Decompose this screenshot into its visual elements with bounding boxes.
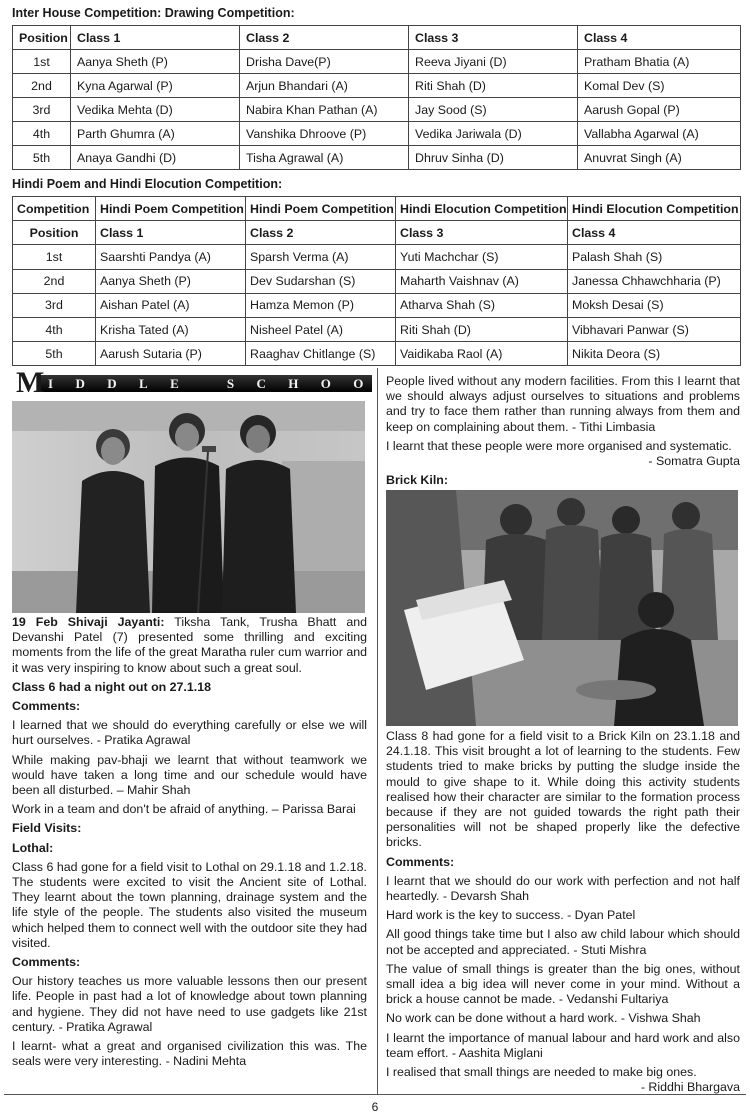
- header-cell: Class 2: [240, 26, 409, 50]
- name-cell: Riti Shah (D): [409, 74, 578, 98]
- table-row: [13, 293, 741, 317]
- name-cell: Hamza Memon (P): [246, 293, 396, 317]
- name-cell: Saarshti Pandya (A): [96, 245, 246, 269]
- name-cell: Vaidikaba Raol (A): [396, 342, 568, 366]
- position-cell: 4th: [13, 122, 71, 146]
- comment-signature: - Somatra Gupta: [648, 454, 740, 469]
- table-header-row: [13, 26, 741, 50]
- name-cell: Aarush Gopal (P): [578, 98, 741, 122]
- name-cell: Janessa Chhawchharia (P): [568, 269, 741, 293]
- table-row: [13, 122, 741, 146]
- header-cell: Class 3: [409, 26, 578, 50]
- comments-heading: Comments:: [12, 955, 81, 970]
- name-cell: Moksh Desai (S): [568, 293, 741, 317]
- position-cell: 1st: [13, 245, 96, 269]
- comments-heading: Comments:: [12, 699, 81, 714]
- bottom-rule: [4, 1094, 746, 1095]
- comment-text: Hard work is the key to success. - Dyan Patel: [386, 908, 636, 923]
- header-cell: Class 4: [578, 26, 741, 50]
- header-cell: Competition: [13, 197, 96, 221]
- position-cell: 5th: [13, 342, 96, 366]
- drawing-competition-heading: Inter House Competition: Drawing Competition:: [12, 6, 295, 20]
- position-cell: 1st: [13, 50, 71, 74]
- name-cell: Atharva Shah (S): [396, 293, 568, 317]
- name-cell: Nisheel Patel (A): [246, 317, 396, 341]
- name-cell: Aanya Sheth (P): [96, 269, 246, 293]
- header-cell: Hindi Elocution Competition: [568, 197, 741, 221]
- table-header-row: [13, 197, 741, 221]
- right-column: [386, 374, 740, 492]
- position-cell: 3rd: [13, 98, 71, 122]
- name-cell: Nabira Khan Pathan (A): [240, 98, 409, 122]
- comment-text: All good things take time but I also aw child labour which should not be accepted and appreciated. - Stuti Mishra: [386, 927, 740, 957]
- comment-text: I learned that we should do everything carefully or else we will hurt ourselves. - Pratika Agrawal: [12, 718, 367, 748]
- brick-kiln-heading: Brick Kiln:: [386, 473, 448, 488]
- name-cell: Aanya Sheth (P): [71, 50, 240, 74]
- name-cell: Arjun Bhandari (A): [240, 74, 409, 98]
- header-cell: Class 1: [71, 26, 240, 50]
- name-cell: Kyna Agarwal (P): [71, 74, 240, 98]
- position-cell: 5th: [13, 146, 71, 170]
- table-row: [13, 146, 741, 170]
- header-cell: Class 1: [96, 221, 246, 245]
- comment-signature: - Riddhi Bhargava: [640, 1080, 740, 1095]
- name-cell: Riti Shah (D): [396, 317, 568, 341]
- name-cell: Anuvrat Singh (A): [578, 146, 741, 170]
- name-cell: Sparsh Verma (A): [246, 245, 396, 269]
- table-header-row: [13, 221, 741, 245]
- table-row: [13, 317, 741, 341]
- comment-text: I learnt that these people were more organised and systematic.: [386, 438, 732, 453]
- name-cell: Reeva Jiyani (D): [409, 50, 578, 74]
- name-cell: Komal Dev (S): [578, 74, 741, 98]
- hindi-competition-heading: Hindi Poem and Hindi Elocution Competition:: [12, 177, 283, 191]
- header-cell: Hindi Poem Competition: [96, 197, 246, 221]
- header-cell: Position: [13, 26, 71, 50]
- comment-text: People lived without any modern facilities. From this I learnt that we should always adjust ourselves to situations and problems and try to face them rather than running always from them and keep on complaining about them. - Tithi Limbasia: [386, 374, 740, 434]
- lothal-heading: Lothal:: [12, 840, 54, 855]
- name-cell: Anaya Gandhi (D): [71, 146, 240, 170]
- middle-school-banner: [12, 366, 417, 399]
- night-out-heading: Class 6 had a night out on 27.1.18: [12, 679, 211, 694]
- name-cell: Maharth Vaishnav (A): [396, 269, 568, 293]
- name-cell: Tisha Agrawal (A): [240, 146, 409, 170]
- comment-text: Our history teaches us more valuable lessons then our present life. People in past had a lot of knowledge about town planning and hygiene. They did not have need to use gadgets like 21st century. - Pratika Agrawal: [12, 974, 367, 1034]
- field-visits-heading: Field Visits:: [12, 821, 82, 836]
- name-cell: Raaghav Chitlange (S): [246, 342, 396, 366]
- position-cell: 3rd: [13, 293, 96, 317]
- header-cell: Hindi Poem Competition: [246, 197, 396, 221]
- name-cell: Vibhavari Panwar (S): [568, 317, 741, 341]
- name-cell: Vallabha Agarwal (A): [578, 122, 741, 146]
- position-cell: 4th: [13, 317, 96, 341]
- name-cell: Dev Sudarshan (S): [246, 269, 396, 293]
- comment-text: No work can be done without a hard work. - Vishwa Shah: [386, 1011, 701, 1026]
- table-row: [13, 74, 741, 98]
- comment-text: While making pav-bhaji we learnt that without teamwork we would have taken a long time and our schedule would have been all disturbed. – Mahir Shah: [12, 752, 367, 798]
- banner-band: IDDLE SCHOOL: [38, 375, 372, 392]
- name-cell: Krisha Tated (A): [96, 317, 246, 341]
- table-row: [13, 98, 741, 122]
- brick-kiln-photo: [386, 490, 738, 726]
- shivaji-jayanti-paragraph: [12, 615, 367, 676]
- table-row: [13, 342, 741, 366]
- brick-kiln-paragraph: Class 8 had gone for a field visit to a Brick Kiln on 23.1.18 and 24.1.18. This visit brought a lot of learning to the students. Few students tried to make bricks by putting the sludge inside the mould to give shape to it. While doing this activity students realised how their character are similar to the formation process because if they are not guided towards the right path their personalities will not be shaped properly like the defective bricks.: [386, 729, 740, 850]
- name-cell: Pratham Bhatia (A): [578, 50, 741, 74]
- page-number: 6: [371, 1100, 379, 1114]
- name-cell: Drisha Dave(P): [240, 50, 409, 74]
- shivaji-jayanti-lead: 19 Feb Shivaji Jayanti:: [12, 615, 165, 629]
- name-cell: Aarush Sutaria (P): [96, 342, 246, 366]
- shivaji-jayanti-photo: [12, 401, 365, 613]
- header-cell: Position: [13, 221, 96, 245]
- name-cell: Dhruv Sinha (D): [409, 146, 578, 170]
- name-cell: Vedika Jariwala (D): [409, 122, 578, 146]
- name-cell: Nikita Deora (S): [568, 342, 741, 366]
- left-column: [12, 615, 367, 1073]
- position-cell: 2nd: [13, 269, 96, 293]
- comments-heading: Comments:: [386, 854, 455, 869]
- table-row: [13, 245, 741, 269]
- banner-initial: M: [16, 366, 45, 399]
- name-cell: Aishan Patel (A): [96, 293, 246, 317]
- name-cell: Palash Shah (S): [568, 245, 741, 269]
- table-row: [13, 269, 741, 293]
- header-cell: Hindi Elocution Competition: [396, 197, 568, 221]
- comment-text: I learnt the importance of manual labour and hard work and also team effort. - Aashita Miglani: [386, 1030, 740, 1060]
- comment-text: I learnt- what a great and organised civilization this was. The seals were very interesting. - Nadini Mehta: [12, 1039, 367, 1069]
- shivaji-jayanti-text: Tiksha Tank, Trusha Bhatt and Devanshi Patel (7) presented some thrilling and exciting moments from the life of the great Maratha ruler cum warrior and it was very inspiring to know about such a great soul.: [12, 615, 367, 675]
- lothal-paragraph: Class 6 had gone for a field visit to Lothal on 29.1.18 and 1.2.18. The students were excited to visit the Ancient site of Lothal. They learnt about the town planning, drainage system and the life style of the people. The students also visited the museum which helped them to connect well with the outdoor site they had visited.: [12, 859, 367, 950]
- comment-text: Work in a team and don't be afraid of anything. – Parissa Barai: [12, 802, 356, 817]
- column-divider: [377, 368, 378, 1094]
- comment-text: I realised that small things are needed to make big ones.: [386, 1065, 697, 1080]
- name-cell: Vedika Mehta (D): [71, 98, 240, 122]
- right-column-lower: [386, 729, 740, 1095]
- name-cell: Jay Sood (S): [409, 98, 578, 122]
- name-cell: Vanshika Dhroove (P): [240, 122, 409, 146]
- header-cell: Class 4: [568, 221, 741, 245]
- header-cell: Class 3: [396, 221, 568, 245]
- position-cell: 2nd: [13, 74, 71, 98]
- comment-text: I learnt that we should do our work with perfection and not half heartedly. - Devarsh Shah: [386, 873, 740, 904]
- drawing-results-table: [12, 25, 741, 170]
- name-cell: Yuti Machchar (S): [396, 245, 568, 269]
- comment-text: The value of small things is greater than the big ones, without small idea a big idea will never come in your mind. Without a brick a house cannot be made. - Vedanshi Fultariya: [386, 961, 740, 1007]
- name-cell: Parth Ghumra (A): [71, 122, 240, 146]
- table-row: [13, 50, 741, 74]
- header-cell: Class 2: [246, 221, 396, 245]
- hindi-results-table: [12, 196, 741, 366]
